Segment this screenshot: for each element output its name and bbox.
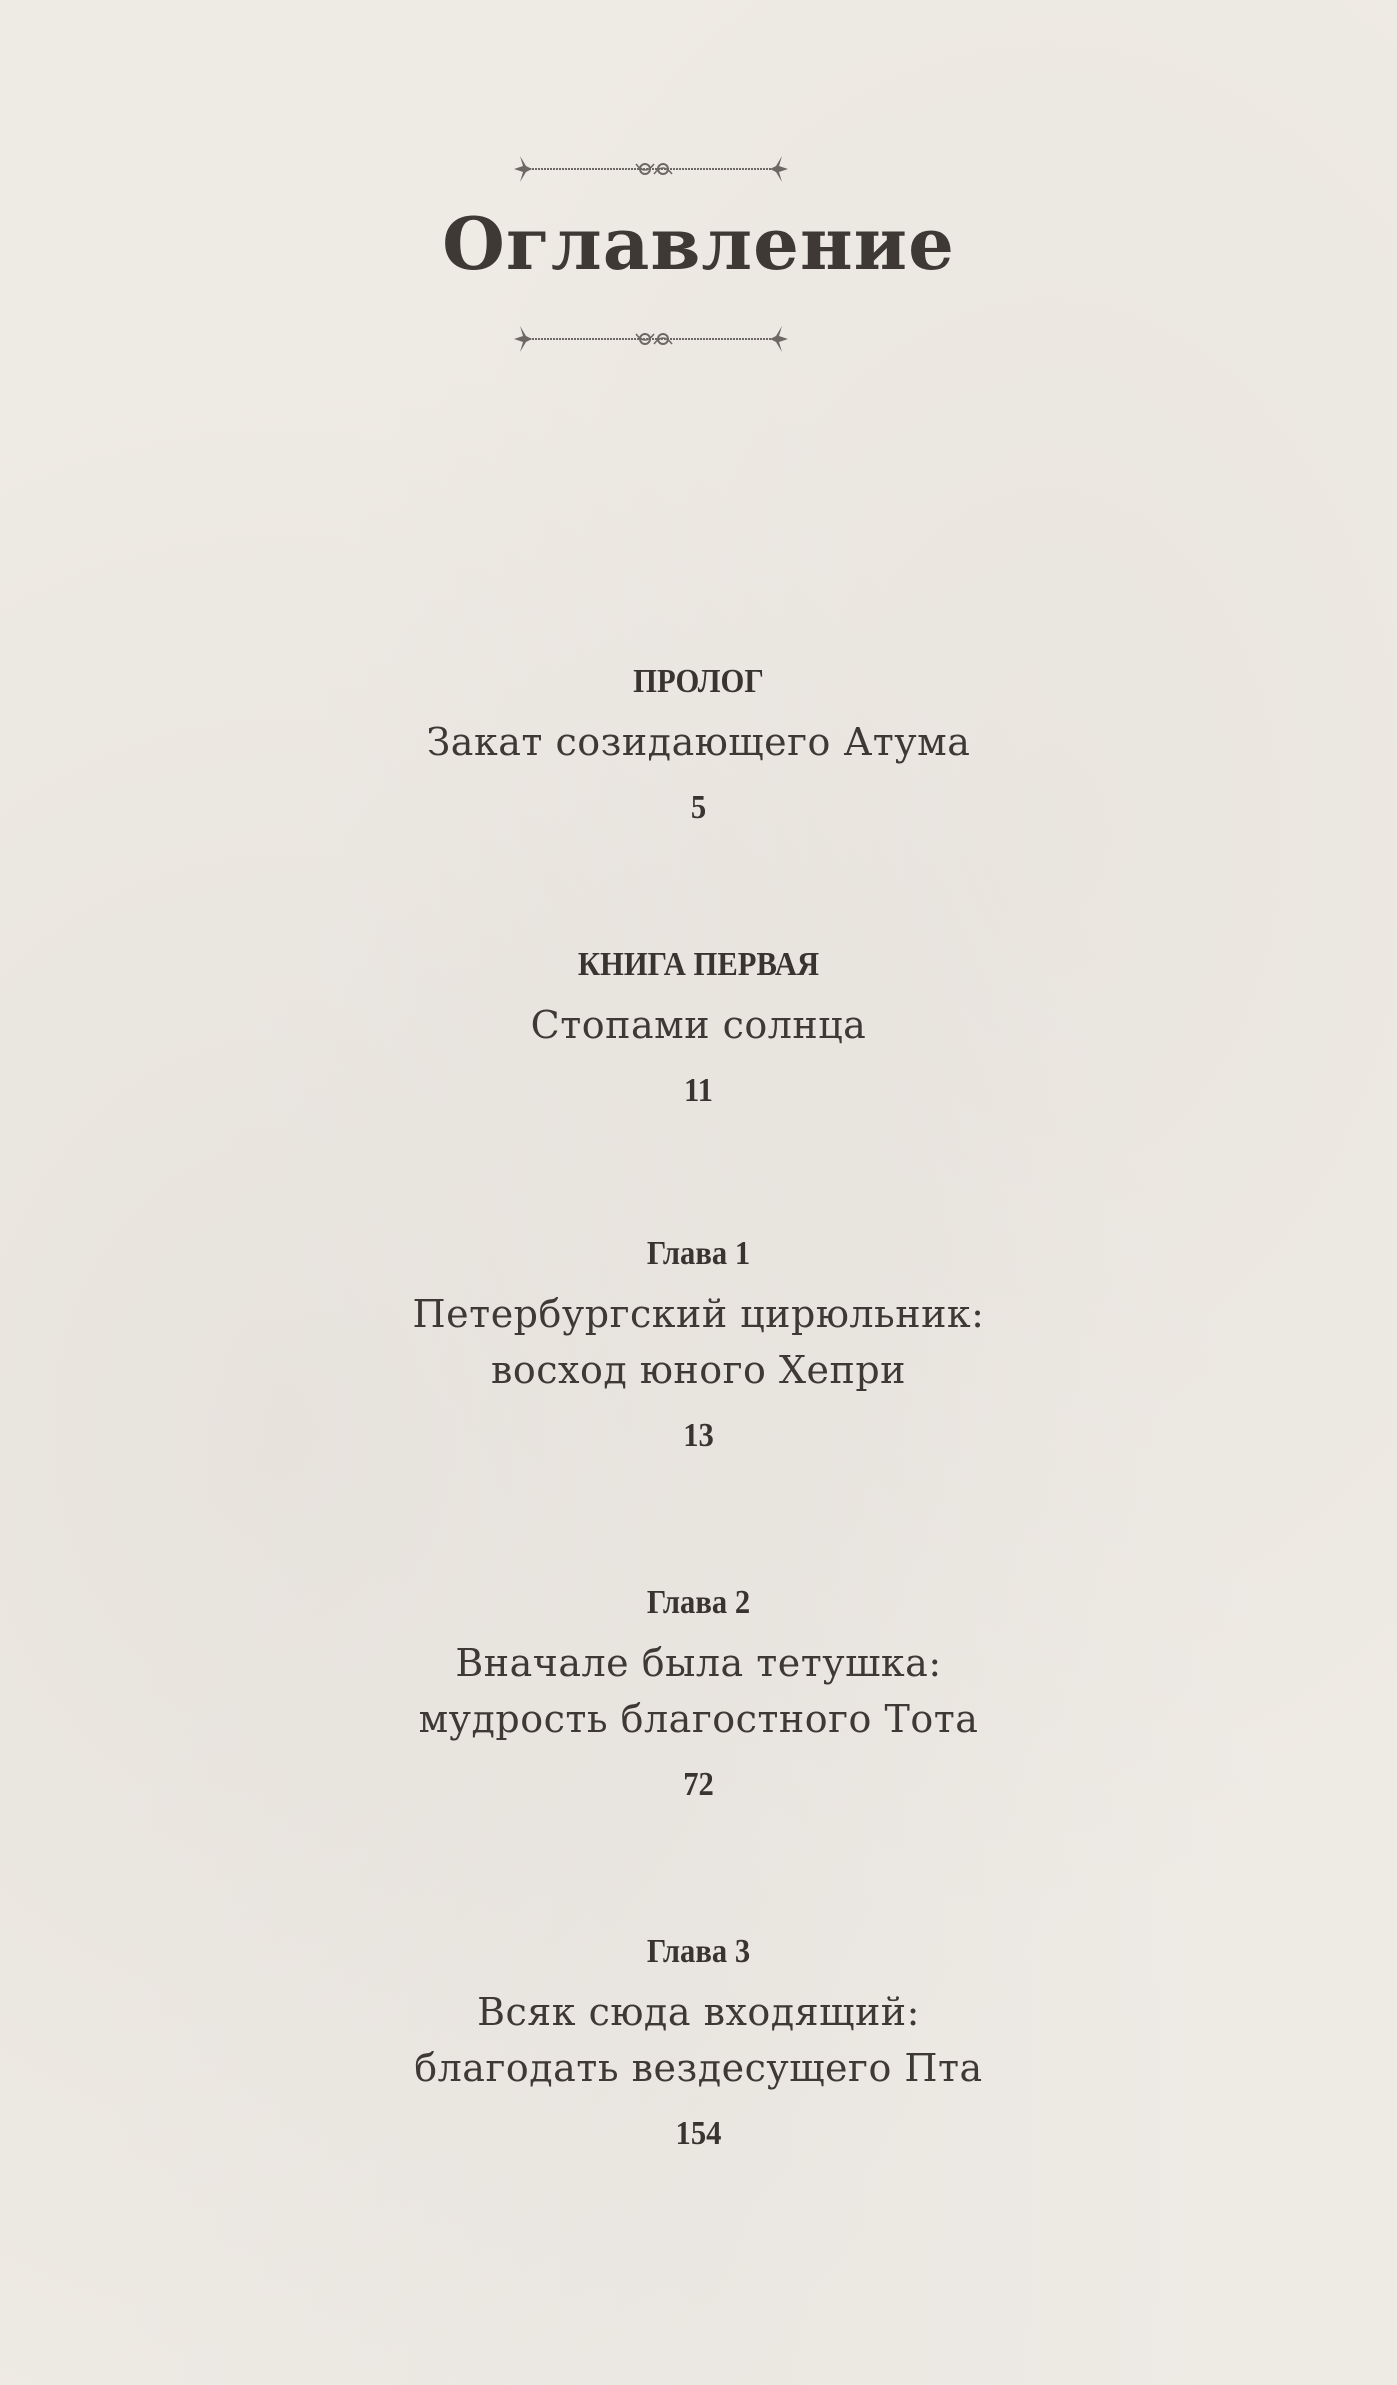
toc-entry-page-number: 154 (675, 2115, 722, 2152)
toc-entry-label: ПРОЛОГ (633, 663, 764, 700)
toc-entry-subtitle-line: мудрость благостного Тота (418, 1697, 979, 1741)
toc-entry-page-number: 11 (684, 1072, 713, 1109)
toc-entry-subtitle (0, 997, 1397, 1053)
toc-entry-subtitle (0, 1984, 1397, 2096)
toc-entry-chapter-1 (0, 1234, 1397, 1456)
ornament-divider-bottom-icon (506, 322, 796, 356)
toc-entry-page-number: 13 (683, 1417, 714, 1454)
toc-entry-subtitle (0, 1635, 1397, 1747)
toc-entry-chapter-3 (0, 1932, 1397, 2154)
toc-entry-subtitle-line: Петербургский цирюльник: (412, 1292, 985, 1336)
toc-entry-subtitle-line: благодать вездесущего Пта (414, 2046, 983, 2090)
toc-entry-subtitle-line: Всяк сюда входящий: (477, 1990, 920, 2034)
page-title: Оглавление (442, 201, 955, 286)
toc-entry-label: Глава 2 (646, 1584, 751, 1621)
toc-entry-page-number: 72 (683, 1766, 714, 1803)
toc-entry-page-number: 5 (690, 789, 707, 826)
toc-entry-subtitle-line: Стопами солнца (530, 1003, 867, 1047)
toc-entry-subtitle (0, 714, 1397, 770)
toc-entry-subtitle-line: восход юного Хепри (490, 1348, 906, 1392)
toc-entry-label: Глава 1 (646, 1235, 751, 1272)
toc-entry-subtitle (0, 1286, 1397, 1398)
toc-entry-book-one (0, 945, 1397, 1111)
ornament-divider-top-icon (506, 152, 796, 186)
toc-entry-prologue (0, 662, 1397, 828)
toc-entry-subtitle-line: Вначале была тетушка: (455, 1641, 942, 1685)
toc-entry-subtitle-line: Закат созидающего Атума (426, 720, 971, 764)
toc-entry-label: Глава 3 (646, 1933, 751, 1970)
toc-entry-label: КНИГА ПЕРВАЯ (577, 946, 820, 983)
toc-entry-chapter-2 (0, 1583, 1397, 1805)
